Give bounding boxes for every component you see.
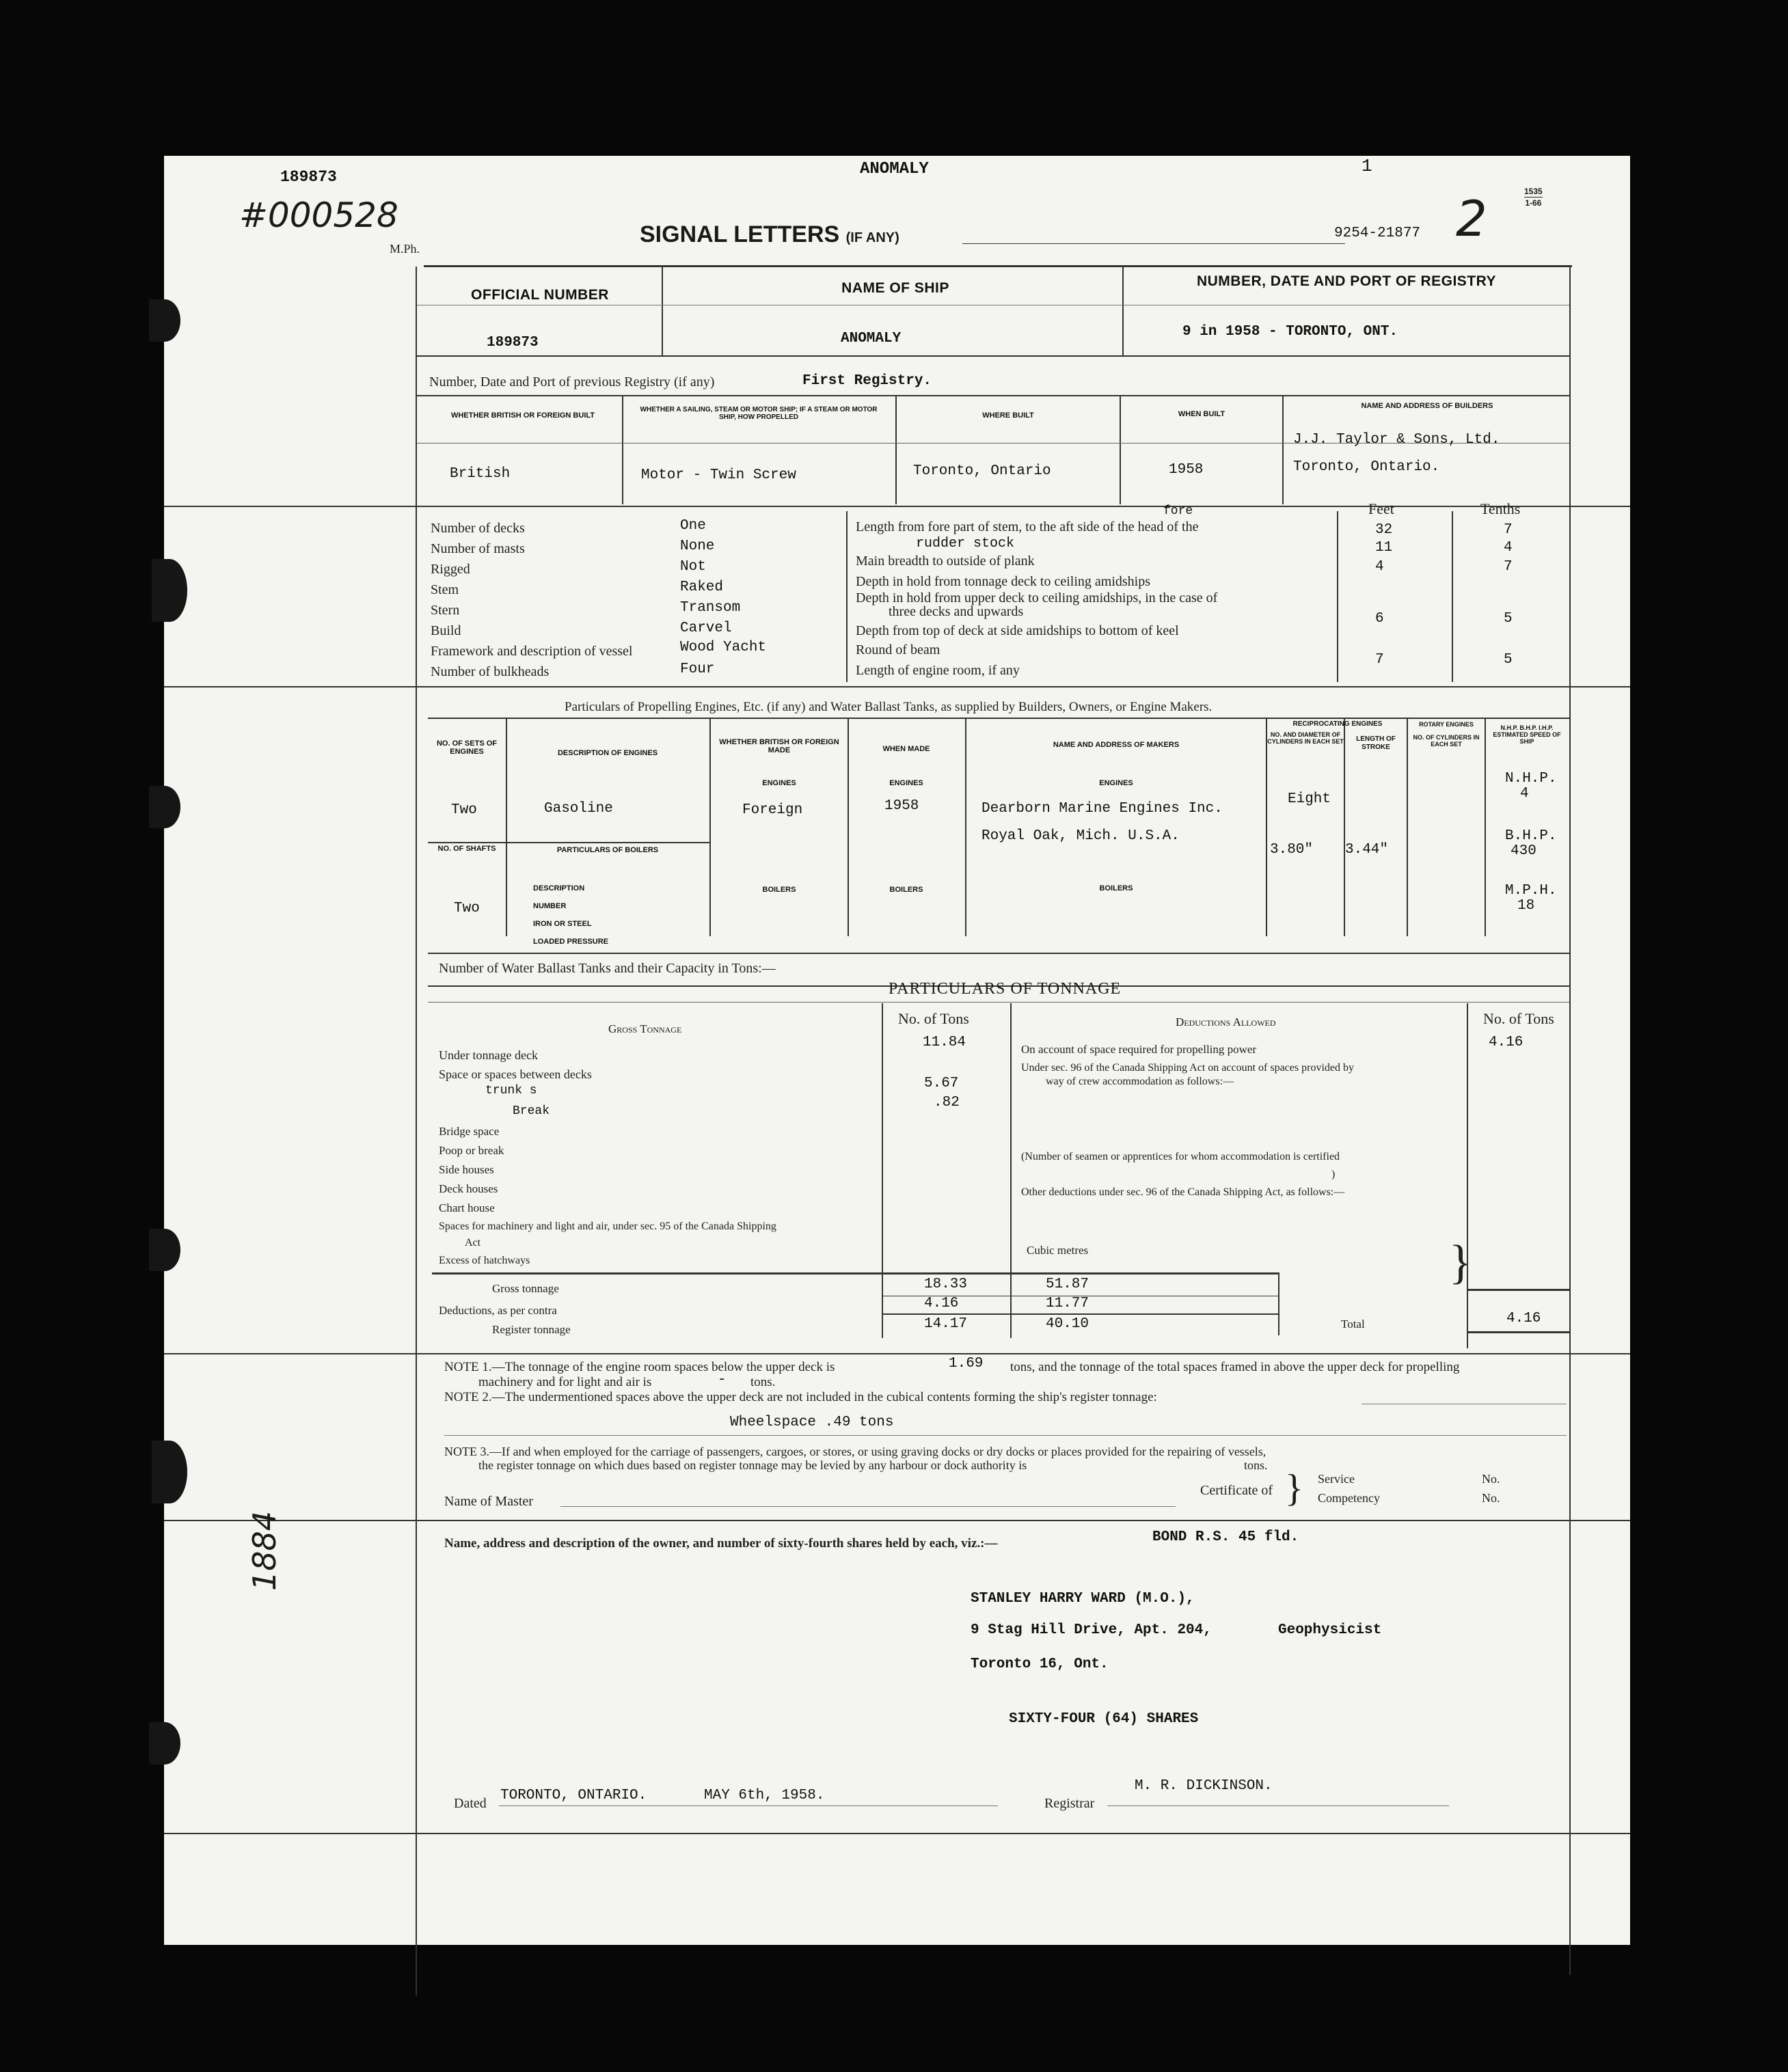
rule [1282, 395, 1284, 504]
ship-name-top: ANOMALY [860, 160, 929, 178]
fore-note: fore [1163, 504, 1193, 518]
where-built-label: WHERE BUILT [982, 411, 1034, 420]
gross-row-label: Chart house [439, 1201, 495, 1214]
registrar-line [1107, 1805, 1449, 1806]
gross-row-tons: .82 [934, 1095, 960, 1110]
rule [424, 265, 1572, 267]
owner-occupation: Geophysicist [1278, 1622, 1382, 1638]
summary-tons: 14.17 [924, 1316, 968, 1332]
note-1-end: tons. [750, 1375, 776, 1389]
dimension-feet: 7 [1375, 652, 1384, 668]
total-label: Total [1341, 1318, 1365, 1331]
mph-label: M.P.H. [1505, 883, 1557, 899]
cylinders-label: NO. AND DIAMETER OF CYLINDERS IN EACH SET [1267, 731, 1344, 745]
particular-label: Framework and description of vessel [431, 644, 633, 659]
boiler-field: NUMBER [533, 902, 567, 910]
particular-value: None [680, 539, 715, 554]
deductions-brace: } [1449, 1236, 1472, 1289]
note-1-value: 1.69 [949, 1356, 984, 1372]
dated-label: Dated [454, 1796, 487, 1811]
particular-value: Transom [680, 600, 741, 616]
dimension-tenths: 5 [1504, 611, 1513, 627]
dimension-label: Round of beam [856, 642, 940, 657]
summary-cubic: 11.77 [1046, 1296, 1089, 1311]
deduction-line: Under sec. 96 of the Canada Shipping Act on account of spaces provided by [1021, 1062, 1354, 1074]
cylinder-count: Eight [1288, 791, 1331, 807]
total-value: 4.16 [1506, 1311, 1541, 1326]
dimension-feet: 4 [1375, 559, 1384, 575]
gross-row-tons: 11.84 [923, 1035, 966, 1050]
ballast-tanks-label: Number of Water Ballast Tanks and their Capacity in Tons:— [439, 961, 776, 976]
particular-value: One [680, 518, 706, 534]
rule [428, 1002, 1569, 1003]
deduction-tons-header: No. of Tons [1483, 1010, 1554, 1027]
particular-value: Carvel [680, 621, 732, 636]
rule [1122, 267, 1124, 355]
summary-label: Gross tonnage [492, 1282, 559, 1295]
when-built-value: 1958 [1169, 462, 1204, 478]
punch-hole [149, 1722, 180, 1764]
rule [1337, 511, 1338, 682]
boilers-label: PARTICULARS OF BOILERS [556, 846, 659, 854]
particular-label: Rigged [431, 562, 470, 577]
official-number-label: OFFICIAL NUMBER [471, 287, 609, 303]
rule [506, 718, 507, 936]
note-1-dash: - [718, 1372, 727, 1388]
rule [417, 355, 1569, 357]
rule [164, 686, 1630, 687]
service-label: Service [1318, 1472, 1355, 1486]
nhp-label: N.H.P. [1505, 771, 1557, 787]
when-made-value: 1958 [884, 798, 919, 814]
builder-label: NAME AND ADDRESS OF BUILDERS [1361, 402, 1493, 410]
rule [417, 395, 1569, 396]
wheelspace-value: Wheelspace .49 tons [730, 1415, 894, 1430]
deduction-line: way of crew accommodation as follows:— [1046, 1076, 1234, 1087]
rule [428, 842, 711, 843]
particular-label: Number of bulkheads [431, 664, 550, 679]
rule [895, 395, 897, 504]
form-code [1524, 186, 1543, 208]
sets-of-engines-label: NO. OF SETS OF ENGINES [436, 739, 497, 756]
owner-label: Name, address and description of the owner, and number of sixty-fourth shares held by each, viz.:— [444, 1536, 998, 1551]
previous-registry-value: First Registry. [802, 373, 932, 389]
rule [428, 718, 1569, 719]
maker-address: Royal Oak, Mich. U.S.A. [981, 828, 1180, 844]
rule [709, 718, 711, 936]
rule [1266, 718, 1267, 936]
cubic-metres-label: Cubic metres [1027, 1244, 1089, 1257]
boiler-field: LOADED PRESSURE [533, 938, 609, 946]
service-no-label: No. [1482, 1472, 1500, 1486]
deduction-tons: 4.16 [1489, 1035, 1523, 1050]
bhp-label: B.H.P. [1505, 828, 1557, 844]
master-line [560, 1506, 1176, 1507]
rule [1485, 718, 1486, 936]
when-built-label: WHEN BUILT [1178, 410, 1225, 418]
rule [432, 1272, 1279, 1274]
gross-row-label: Bridge space [439, 1125, 500, 1138]
gross-row-label: Side houses [439, 1163, 494, 1176]
dimension-tenths: 5 [1504, 652, 1513, 668]
rule [1407, 718, 1408, 936]
boiler-field: DESCRIPTION [533, 884, 585, 892]
punch-hole [149, 299, 180, 342]
signal-letters-title [640, 221, 899, 248]
builder-city: Toronto, Ontario. [1293, 459, 1440, 475]
rule [1467, 1003, 1468, 1348]
rule [444, 1435, 1567, 1436]
builder-name: J.J. Taylor & Sons, Ltd. [1293, 432, 1500, 448]
punch-hole [152, 559, 187, 622]
particular-label: Number of masts [431, 541, 525, 556]
bond-reference: BOND R.S. 45 fld. [1152, 1529, 1299, 1545]
particular-label: Stern [431, 603, 460, 618]
deduction-line: On account of space required for propelling power [1021, 1043, 1257, 1056]
dimension-feet: 6 [1375, 611, 1384, 627]
propulsion-label: WHETHER A SAILING, STEAM OR MOTOR SHIP; IF A STEAM OR MOTOR SHIP, HOW PROPELLED [640, 406, 878, 421]
punch-hole [152, 1441, 187, 1503]
gross-row-label: Poop or break [439, 1144, 504, 1157]
note-2-text: NOTE 2.—The undermentioned spaces above the upper deck are not included in the cubical contents forming the ship's register tonnage: [444, 1390, 1157, 1404]
rule [662, 267, 663, 355]
makers-label: NAME AND ADDRESS OF MAKERS [1053, 741, 1180, 749]
mph-label: M.Ph. [390, 242, 420, 256]
rule [1467, 1289, 1569, 1291]
rule [1278, 1274, 1279, 1335]
particular-label: Number of decks [431, 521, 525, 536]
engine-description-label: DESCRIPTION OF ENGINES [557, 749, 658, 757]
owner-shares: SIXTY-FOUR (64) SHARES [1009, 1711, 1199, 1727]
reciprocating-label: RECIPROCATING ENGINES [1292, 720, 1383, 728]
summary-cubic: 51.87 [1046, 1277, 1089, 1292]
handwritten-reference: #000528 [239, 195, 398, 235]
rule [846, 511, 848, 682]
note-1-text: NOTE 1.—The tonnage of the engine room spaces below the upper deck is [444, 1360, 835, 1374]
makers-engines-sub: ENGINES [1099, 779, 1133, 787]
where-built-value: Toronto, Ontario [913, 463, 1051, 479]
when-made-label: WHEN MADE [882, 745, 930, 753]
official-number-value: 189873 [487, 335, 539, 351]
previous-registry-label: Number, Date and Port of previous Registry (if any) [429, 374, 715, 390]
handwritten-two: 2 [1456, 190, 1487, 247]
rule [164, 506, 1630, 507]
stroke-value: 3.44" [1345, 842, 1389, 858]
registrar-label: Registrar [1044, 1796, 1095, 1811]
made-value: Foreign [742, 802, 803, 818]
registrar-name: M. R. DICKINSON. [1135, 1778, 1273, 1794]
gross-row-tons: 5.67 [924, 1076, 959, 1091]
punch-hole [149, 1229, 180, 1271]
rule [882, 1003, 883, 1338]
rule [882, 1313, 1279, 1315]
master-label: Name of Master [444, 1494, 533, 1509]
note-3-line-2: the register tonnage on which dues based on register tonnage may be levied by any harbour or dock authority is [478, 1458, 1027, 1472]
deduction-line: Other deductions under sec. 96 of the Canada Shipping Act, as follows:— [1021, 1186, 1345, 1198]
gross-row-label: Space or spaces between decks [439, 1067, 592, 1081]
dimension-label: Depth in hold from upper deck to ceiling amidships, in the case of [856, 590, 1218, 605]
page-number: 1 [1362, 156, 1372, 176]
particular-label: Build [431, 623, 461, 638]
cylinder-diameter: 3.80" [1270, 842, 1314, 858]
note-1-continued: tons, and the tonnage of the total spaces framed in above the upper deck for propelling [1010, 1360, 1460, 1374]
rule [1452, 511, 1453, 682]
when-made-engines-sub: ENGINES [889, 779, 923, 787]
shafts-value: Two [454, 901, 480, 916]
british-built-label: WHETHER BRITISH OR FOREIGN BUILT [450, 411, 595, 420]
dimension-tenths: 7 [1504, 559, 1513, 575]
dated-date: MAY 6th, 1958. [704, 1788, 825, 1803]
dimension-label: Length of engine room, if any [856, 663, 1020, 678]
left-frame [416, 267, 417, 1995]
rule [428, 953, 1569, 954]
summary-label: Register tonnage [492, 1323, 571, 1336]
ship-name-label: NAME OF SHIP [841, 280, 949, 296]
mph-value: 18 [1517, 898, 1535, 914]
margin-number: 1884 [246, 1510, 283, 1591]
deduction-line: ) [1331, 1169, 1336, 1180]
makers-boilers-sub: BOILERS [1099, 884, 1133, 892]
title-text: SIGNAL LETTERS [640, 221, 840, 247]
dimension-label: Depth from top of deck at side amidships to bottom of keel [856, 623, 1179, 638]
maker-name: Dearborn Marine Engines Inc. [981, 801, 1223, 817]
owner-name: STANLEY HARRY WARD (M.O.), [971, 1591, 1195, 1607]
rotary-label: ROTARY ENGINES [1419, 721, 1474, 728]
tons-header: No. of Tons [898, 1010, 969, 1027]
dimension-label-continued: rudder stock [916, 536, 1015, 551]
gross-row-label: Break [513, 1104, 550, 1118]
rule [848, 718, 849, 936]
bhp-value: 430 [1511, 843, 1536, 859]
engine-description-value: Gasoline [544, 801, 613, 817]
tonnage-title: PARTICULARS OF TONNAGE [889, 980, 1122, 998]
particular-value: Wood Yacht [680, 640, 767, 655]
certificate-label: Certificate of [1200, 1483, 1273, 1498]
made-boilers-sub: BOILERS [762, 886, 796, 894]
boiler-field: IRON OR STEEL [533, 920, 592, 928]
port-of-registry-label: NUMBER, DATE AND PORT OF REGISTRY [1196, 273, 1497, 289]
note-1-line-2: machinery and for light and air is [478, 1375, 652, 1389]
stamp-number: 189873 [280, 168, 337, 186]
deduction-line: (Number of seamen or apprentices for whom accommodation is certified [1021, 1151, 1340, 1162]
gross-row-label: Deck houses [439, 1182, 498, 1195]
stroke-label: LENGTH OF STROKE [1356, 735, 1396, 751]
dimension-tenths: 4 [1504, 540, 1513, 556]
engines-section-title: Particulars of Propelling Engines, Etc. (if any) and Water Ballast Tanks, as supplied by Builders, Owners, or Engine Makers. [565, 700, 1213, 714]
certificate-brace: } [1285, 1467, 1303, 1510]
owner-address-1: 9 Stag Hill Drive, Apt. 204, [971, 1622, 1212, 1638]
gross-row-label: Act [465, 1237, 481, 1249]
dimension-feet: 32 [1375, 522, 1393, 538]
particular-value: Four [680, 662, 715, 677]
particular-label: Stem [431, 582, 459, 597]
when-made-boilers-sub: BOILERS [889, 886, 923, 894]
code-number: 9254-21877 [1334, 226, 1421, 241]
dated-place: TORONTO, ONTARIO. [500, 1788, 647, 1803]
gross-tonnage-header: Gross Tonnage [608, 1022, 682, 1035]
gross-row-label: Excess of hatchways [439, 1255, 530, 1266]
dimension-label: Depth in hold from tonnage deck to ceiling amidships [856, 574, 1151, 589]
punch-hole [149, 786, 180, 828]
deductions-header: Deductions Allowed [1176, 1015, 1276, 1028]
rotary-cylinders-label: NO. OF CYLINDERS IN EACH SET [1413, 734, 1480, 748]
shafts-label: NO. OF SHAFTS [437, 845, 496, 853]
feet-header: Feet [1368, 500, 1394, 517]
made-engines-sub: ENGINES [762, 779, 796, 787]
owner-address-2: Toronto 16, Ont. [971, 1657, 1109, 1672]
form-code-top: 1535 [1524, 187, 1543, 196]
dimension-label-continued: three decks and upwards [889, 604, 1024, 619]
note-3-end: tons. [1244, 1458, 1268, 1472]
rule [1467, 1331, 1569, 1333]
summary-cubic: 40.10 [1046, 1316, 1089, 1332]
gross-row-label: Under tonnage deck [439, 1048, 538, 1062]
rule [164, 1353, 1630, 1354]
dimension-label: Main breadth to outside of plank [856, 554, 1035, 569]
rule [1120, 395, 1121, 504]
tenths-header: Tenths [1480, 500, 1521, 517]
british-built-value: British [450, 466, 511, 482]
rule [622, 395, 623, 504]
gross-row-label: Spaces for machinery and light and air, under sec. 95 of the Canada Shipping [439, 1221, 776, 1232]
gross-row-label: trunk s [485, 1084, 537, 1098]
particular-value: Not [680, 559, 706, 575]
dimension-tenths: 7 [1504, 522, 1513, 538]
rule [164, 1833, 1630, 1834]
propulsion-value: Motor - Twin Screw [641, 467, 796, 483]
dated-line [499, 1805, 998, 1806]
summary-label: Deductions, as per contra [439, 1304, 557, 1317]
right-frame [1569, 267, 1571, 1975]
sets-of-engines-value: Two [451, 802, 477, 818]
rule [965, 718, 966, 936]
note-3-text: NOTE 3.—If and when employed for the carriage of passengers, cargoes, or stores, or using graving docks or dry docks or places provided for the repairing of vessels, [444, 1445, 1266, 1458]
dimension-label: Length from fore part of stem, to the aft side of the head of the [856, 519, 1199, 534]
horsepower-label: N.H.P. B.H.P. I.H.P. ESTIMATED SPEED OF SHIP [1493, 724, 1561, 745]
competency-no-label: No. [1482, 1491, 1500, 1505]
form-code-bottom: 1-66 [1525, 198, 1542, 208]
made-label: WHETHER BRITISH OR FOREIGN MADE [719, 738, 839, 754]
title-suffix: (IF ANY) [845, 230, 899, 245]
port-of-registry-value: 9 in 1958 - TORONTO, ONT. [1182, 324, 1398, 340]
register-document [164, 156, 1630, 1945]
rule [164, 1520, 1630, 1521]
particular-value: Raked [680, 580, 724, 595]
nhp-value: 4 [1520, 786, 1529, 802]
competency-label: Competency [1318, 1491, 1380, 1505]
rule [1010, 1003, 1012, 1338]
summary-tons: 18.33 [924, 1277, 968, 1292]
dimension-feet: 11 [1375, 540, 1393, 556]
signal-letters-line [962, 243, 1345, 244]
ship-name-value: ANOMALY [841, 331, 902, 346]
summary-tons: 4.16 [924, 1296, 959, 1311]
